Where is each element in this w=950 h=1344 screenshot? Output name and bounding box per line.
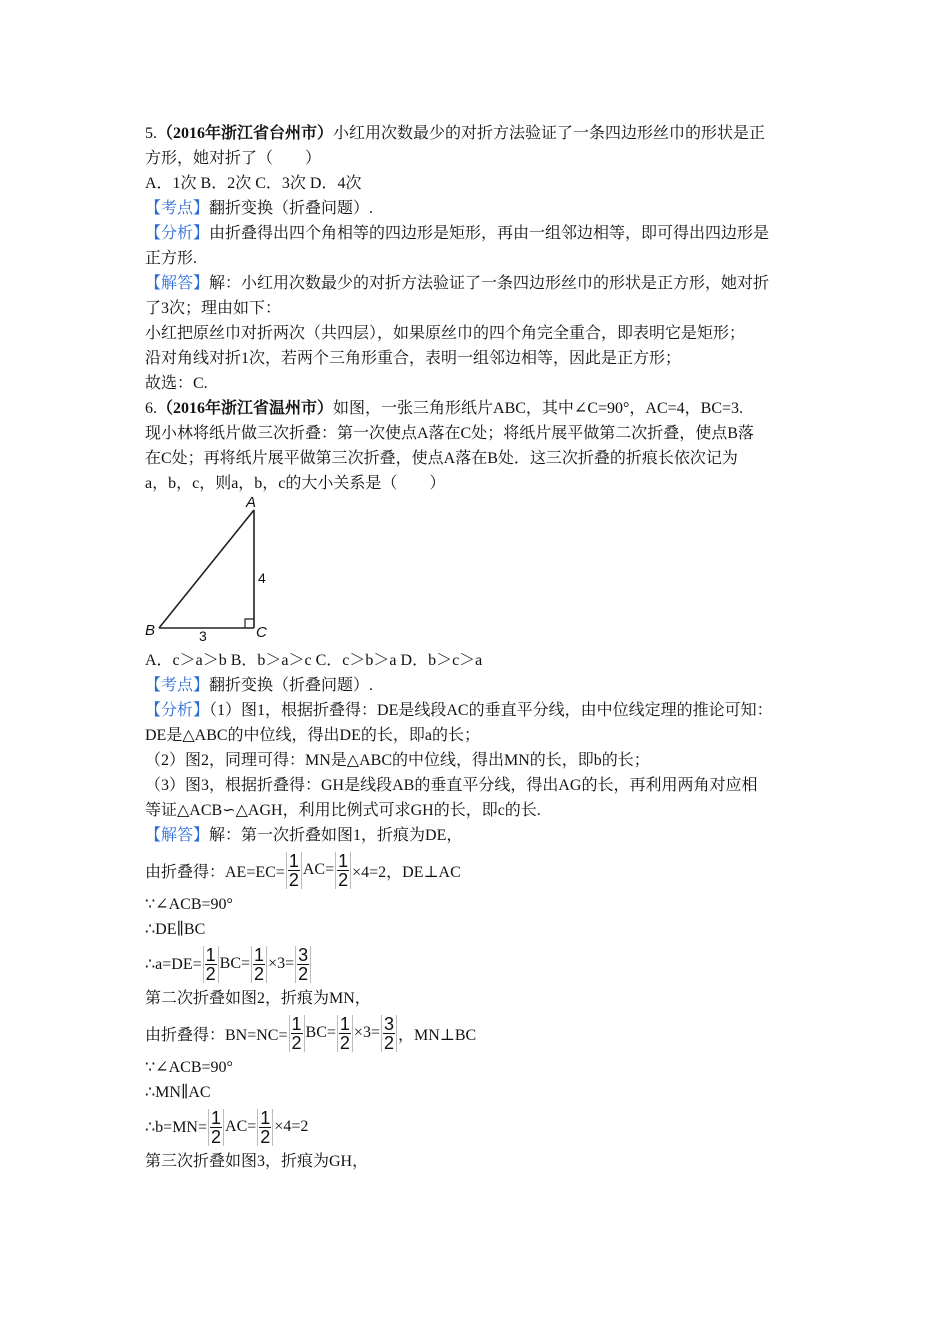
eq1-f2-denominator: 2 bbox=[338, 869, 349, 890]
q6-fenxi-line-3: （2）图2，同理可得：MN是△ABC的中位线，得出MN的长，即b的长； bbox=[145, 752, 650, 769]
eq2-f1-denominator: 2 bbox=[205, 963, 216, 984]
eq3-f2-numerator: 1 bbox=[339, 1013, 350, 1034]
eq4-fraction-2 bbox=[257, 1109, 273, 1146]
q5-stem-text-1: 小红用次数最少的对折方法验证了一条四边形丝巾的形状是正 bbox=[333, 125, 766, 142]
q6-stem-line-2: 现小林将纸片做三次折叠：第一次使点A落在C处；将纸片展平做第二次折叠，使点B落 bbox=[145, 425, 754, 442]
eq4-f1-denominator: 2 bbox=[211, 1126, 222, 1147]
q6-kaodian-tag: 【考点】 bbox=[145, 677, 210, 694]
eq4-fraction-1 bbox=[208, 1109, 224, 1146]
q6-options: A．c＞a＞b B．b＞a＞c C．c＞b＞a D．b＞c＞a bbox=[145, 652, 483, 669]
q5-fenxi-text-1: 由折叠得出四个角相等的四边形是矩形，再由一组邻边相等，即可得出四边形是 bbox=[209, 225, 770, 242]
q5-fenxi-line-2: 正方形. bbox=[145, 250, 198, 267]
q5-fenxi-line-1 bbox=[145, 221, 810, 246]
q5-jieda-line-3: 小红把原丝巾对折两次（共四层），如果原丝巾的四个角完全重合，即表明它是矩形； bbox=[145, 325, 746, 342]
eq2-fraction-3 bbox=[295, 946, 311, 983]
q5-kaodian-tag: 【考点】 bbox=[145, 200, 210, 217]
q5-jieda-line-5: 故选：C. bbox=[145, 375, 208, 392]
q5-source: （2016年浙江省台州市） bbox=[157, 125, 334, 142]
vertex-label-b: B bbox=[145, 622, 156, 639]
vertex-label-a: A bbox=[246, 494, 257, 511]
q6-fenxi-tag: 【分析】 bbox=[145, 702, 210, 719]
q6-stem-line-3: 在C处；再将纸片展平做第三次折叠，使点A落在B处．这三次折叠的折痕长依次记为 bbox=[145, 450, 738, 467]
eq2-f2-denominator: 2 bbox=[254, 963, 265, 984]
q6-kaodian bbox=[145, 673, 810, 698]
eq2-f3-denominator: 2 bbox=[298, 963, 309, 984]
q5-kaodian bbox=[145, 196, 810, 221]
eq3-f3-denominator: 2 bbox=[383, 1032, 394, 1053]
q5-stem-line-1 bbox=[145, 121, 810, 146]
eq1-text-b: AC= bbox=[302, 861, 335, 878]
vertex-label-c: C bbox=[256, 624, 267, 641]
eq4-f2-denominator: 2 bbox=[260, 1126, 271, 1147]
eq3-fraction-1 bbox=[289, 1015, 305, 1052]
eq2-f3-numerator: 3 bbox=[298, 944, 309, 965]
eq2-f1-numerator: 1 bbox=[205, 944, 216, 965]
eq4-text-a: ∴b=MN= bbox=[145, 1119, 208, 1136]
q6-stem-line-1 bbox=[145, 396, 810, 421]
q6-number: 6. bbox=[145, 400, 157, 417]
q6-line-third-fold: 第三次折叠如图3，折痕为GH， bbox=[145, 1153, 369, 1170]
side-ab bbox=[159, 510, 254, 628]
triangle-diagram bbox=[145, 498, 275, 644]
q6-kaodian-text: 翻折变换（折叠问题）. bbox=[209, 677, 374, 694]
eq3-text-a: 由折叠得：BN=NC= bbox=[145, 1026, 288, 1044]
eq3-text-c: ×3= bbox=[353, 1024, 380, 1041]
eq3-f1-numerator: 1 bbox=[291, 1013, 302, 1034]
eq2-text-b: BC= bbox=[219, 955, 251, 972]
eq3-f1-denominator: 2 bbox=[291, 1032, 302, 1053]
q6-line-therefore-2: ∴MN∥AC bbox=[145, 1084, 211, 1101]
equation-3 bbox=[145, 1011, 810, 1055]
eq3-fraction-3 bbox=[381, 1015, 397, 1052]
q6-line-second-fold: 第二次折叠如图2，折痕为MN， bbox=[145, 990, 371, 1007]
eq2-text-a: ∴a=DE= bbox=[145, 956, 202, 973]
eq3-text-b: BC= bbox=[305, 1024, 336, 1041]
q5-jieda-tag: 【解答】 bbox=[145, 275, 210, 292]
q6-line-therefore-1: ∴DE∥BC bbox=[145, 921, 206, 938]
q6-jieda-line-1 bbox=[145, 823, 810, 848]
q6-source: （2016年浙江省温州市） bbox=[157, 400, 334, 417]
equation-4 bbox=[145, 1105, 810, 1149]
q6-fenxi-line-4: （3）图3，根据折叠得：GH是线段AB的垂直平分线，得出AG的长，再利用两角对应相 bbox=[145, 777, 758, 794]
q5-jieda-line-4: 沿对角线对折1次，若两个三角形重合，表明一组邻边相等，因此是正方形； bbox=[145, 350, 682, 367]
eq2-fraction-1 bbox=[203, 946, 219, 983]
q6-line-because-1: ∵∠ACB=90° bbox=[145, 896, 233, 913]
side-label-ac: 4 bbox=[258, 570, 266, 586]
q6-fenxi-line-5: 等证△ACB∽△AGH，利用比例式可求GH的长，即c的长. bbox=[145, 802, 541, 819]
q6-fenxi-line-1 bbox=[145, 698, 810, 723]
q6-fenxi-line-2: DE是△ABC的中位线，得出DE的长，即a的长； bbox=[145, 727, 480, 744]
q6-stem-text-1: 如图，一张三角形纸片ABC，其中∠C=90°，AC=4，BC=3. bbox=[333, 400, 744, 417]
q5-options: A．1次 B．2次 C．3次 D．4次 bbox=[145, 175, 362, 192]
eq4-f2-numerator: 1 bbox=[260, 1107, 271, 1128]
eq4-text-b: AC= bbox=[225, 1118, 257, 1135]
eq1-fraction-2 bbox=[335, 852, 351, 889]
q5-kaodian-text: 翻折变换（折叠问题）. bbox=[209, 200, 374, 217]
eq2-fraction-2 bbox=[251, 946, 267, 983]
eq3-f2-denominator: 2 bbox=[339, 1032, 350, 1053]
q6-line-because-2: ∵∠ACB=90° bbox=[145, 1059, 233, 1076]
eq2-text-c: ×3= bbox=[268, 955, 295, 972]
equation-1 bbox=[145, 848, 810, 892]
q5-number: 5. bbox=[145, 125, 157, 142]
eq4-f1-numerator: 1 bbox=[211, 1107, 222, 1128]
q6-jieda-tag: 【解答】 bbox=[145, 827, 210, 844]
eq1-f1-denominator: 2 bbox=[288, 869, 299, 890]
triangle-figure bbox=[145, 494, 275, 644]
side-label-bc: 3 bbox=[199, 628, 207, 644]
q5-jieda-line-1 bbox=[145, 271, 810, 296]
eq1-text-a: 由折叠得：AE=EC= bbox=[145, 863, 285, 881]
eq4-text-c: ×4=2 bbox=[274, 1118, 309, 1135]
q5-jieda-line-2: 了3次；理由如下： bbox=[145, 300, 282, 317]
q5-fenxi-tag: 【分析】 bbox=[145, 225, 210, 242]
q5-stem-line-2: 方形，她对折了（ ） bbox=[145, 150, 322, 167]
document-page bbox=[145, 121, 810, 1174]
eq1-f2-numerator: 1 bbox=[338, 850, 349, 871]
q6-stem-line-4: a，b，c，则a，b，c的大小关系是（ ） bbox=[145, 475, 446, 492]
q6-jieda-text-1: 解：第一次折叠如图1，折痕为DE， bbox=[209, 827, 463, 844]
q5-jieda-text-1: 解：小红用次数最少的对折方法验证了一条四边形丝巾的形状是正方形，她对折 bbox=[209, 275, 770, 292]
eq3-text-d: ，MN⊥BC bbox=[397, 1026, 477, 1044]
eq3-f3-numerator: 3 bbox=[383, 1013, 394, 1034]
eq1-text-c: ×4=2，DE⊥AC bbox=[352, 863, 461, 881]
eq1-fraction-1 bbox=[286, 852, 302, 889]
eq3-fraction-2 bbox=[337, 1015, 353, 1052]
right-angle-mark bbox=[245, 619, 254, 628]
q6-fenxi-text-1: （1）图1，根据折叠得：DE是线段AC的垂直平分线，由中位线定理的推论可知： bbox=[209, 702, 773, 719]
equation-2 bbox=[145, 942, 810, 986]
eq2-f2-numerator: 1 bbox=[254, 944, 265, 965]
eq1-f1-numerator: 1 bbox=[288, 850, 299, 871]
